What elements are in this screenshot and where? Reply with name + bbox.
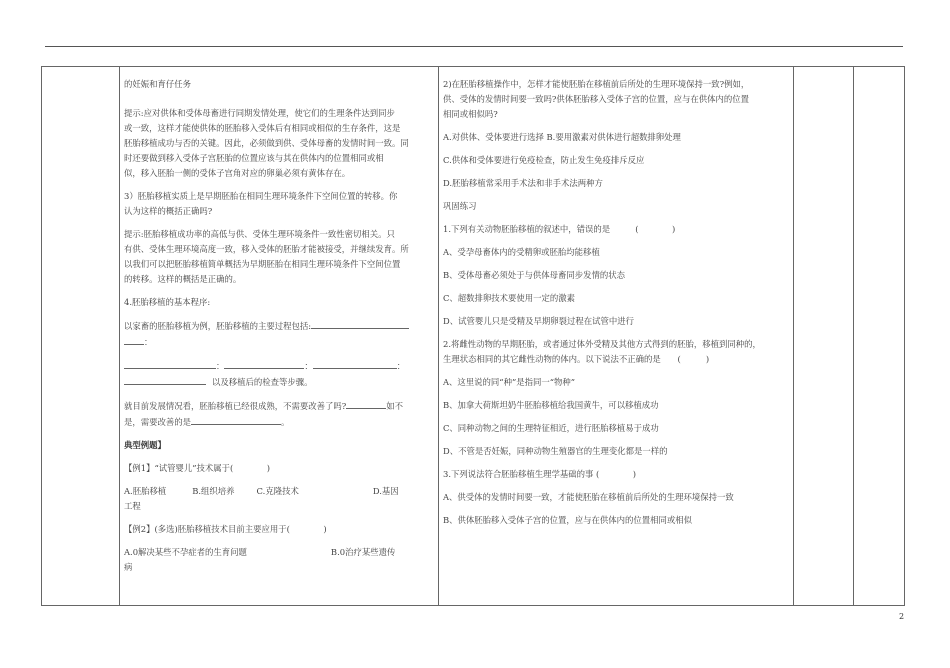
option-line: C、同种动物之间的生理特征相近，进行胚胎移植易于成功 [443, 423, 659, 433]
section-heading: 典型例题】 [124, 440, 166, 450]
option-line: A、这里说的同“种”是指同一“物种” [443, 377, 576, 387]
extra-column [854, 67, 905, 606]
example-1-options: A.胚胎移植 B.组织培养 C.克隆技术 D.基因 [124, 486, 399, 496]
option-line: B、加拿大荷斯坦奶牛胚胎移植给我国黄牛，可以移植成功 [443, 400, 659, 410]
option-line: A.对供体、受体要进行选择 B.要用激素对供体进行超数排卵处理 [443, 132, 681, 142]
hint-line: 提示:应对供体和受体母畜进行同期发情处理，使它们的生理条件达到同步 [124, 108, 395, 118]
option-line: D、不管是否妊娠，同种动物生殖器官的生理变化都是一样的 [443, 446, 668, 456]
procedure-line: ： [124, 334, 432, 350]
answer-blank[interactable] [313, 358, 397, 369]
left-content-cell [120, 67, 439, 606]
answer-blank[interactable] [224, 358, 304, 369]
hint-line: 的转移。这样的概括是正确的。 [124, 274, 242, 284]
exercise-2: 2.将雌性动物的早期胚胎，或者通过体外受精及其他方式得到的胚胎，移植到同种的， [443, 339, 761, 349]
procedure-heading: 4.胚胎移植的基本程序: [124, 297, 211, 307]
example-1: 【例1】“试管婴儿”技术属于( ) [124, 463, 271, 473]
option-line: A、受孕母畜体内的受精卵或胚胎均能移植 [443, 247, 600, 257]
hint-line: 似，移入胚胎一侧的受体子宫角对应的卵巢必须有黄体存在。 [124, 168, 351, 178]
option-line: C.供体和受体要进行免疫检查，防止发生免疫排斥反应 [443, 155, 645, 165]
question-line: 相同或相似吗? [443, 109, 498, 119]
option-line: B、受体母畜必须处于与供体母畜同步发情的状态 [443, 270, 626, 280]
answer-blank[interactable] [191, 414, 281, 425]
answer-blank[interactable] [124, 358, 216, 369]
question-line: 就目前发展情况看，胚胎移植已经很成熟，不需要改善了吗? 如不 [124, 398, 432, 414]
option-line: A、供受体的发情时间要一致，才能使胚胎在移植前后所处的生理环境保持一致 [443, 492, 734, 502]
question-line: 2)在胚胎移植操作中，怎样才能使胚胎在移植前后所处的生理环境保持一致?例如， [443, 79, 750, 89]
hint-line: 胚胎移植成功与否的关键。因此，必须做到供、受体母畜的发情时间一致。同 [124, 138, 409, 148]
option-line: C、超数排卵技术要使用一定的激素 [443, 293, 576, 303]
option-line: B、供体胚胎移入受体子宫的位置，应与在供体内的位置相同或相似 [443, 515, 693, 525]
example-2-option-cont: 病 [124, 562, 133, 572]
notes-column [794, 67, 854, 606]
hint-line: 时还要做到移入受体子宫胚胎的位置应该与其在供体内的位置相同或相 [124, 153, 384, 163]
hint-line: 或一致，这样才能使供体的胚胎移入受体后有相同或相似的生存条件，这是 [124, 123, 401, 133]
page-number: 2 [899, 612, 905, 621]
question-line: 是，需要改善的是 。 [124, 414, 432, 430]
procedure-line: ： ： ： [124, 358, 432, 374]
exercise-1: 1.下列有关动物胚胎移植的叙述中，错误的是 ( ) [443, 224, 676, 234]
section-heading: 巩固练习 [443, 201, 477, 211]
answer-blank[interactable] [124, 334, 144, 345]
procedure-line: 以及移植后的检查等步骤。 [124, 374, 432, 390]
example-2-options: A.0解决某些不孕症者的生育问题 B.0治疗某些遗传 [124, 547, 396, 557]
option-line: D、试管婴儿只是受精及早期卵裂过程在试管中进行 [443, 316, 634, 326]
hint-line: 有供、受体生理环境高度一致，移入受体的胚胎才能被接受，并继续发育。所 [124, 244, 409, 254]
question-line: 供、受体的发情时间要一致吗?供体胚胎移入受体子宫的位置，应与在供体内的位置 [443, 94, 749, 104]
answer-blank[interactable] [124, 374, 206, 385]
left-line-1: 的妊娠和育仔任务 [124, 79, 191, 89]
answer-blank[interactable] [346, 398, 386, 409]
header-rule [45, 46, 903, 47]
question-line: 认为这样的概括正确吗? [124, 206, 213, 216]
exercise-2: 生理状态相同的其它雌性动物的体内。以下说法不正确的是 ( ) [443, 354, 710, 364]
answer-blank[interactable] [311, 318, 409, 329]
example-2: 【例2】(多选)胚胎移植技术目前主要应用于( ) [124, 524, 327, 534]
hint-prefix: 提示: [124, 229, 144, 239]
right-content-cell [439, 67, 794, 606]
procedure-line: 以家畜的胚胎移植为例，胚胎移植的主要过程包括: [124, 318, 432, 334]
hint-line: 以我们可以把胚胎移植简单概括为早期胚胎在相同生理环境条件下空间位置 [124, 259, 401, 269]
hint-text: 胚胎移植成功率的高低与供、受体生理环境条件一致性密切相关。只 [143, 229, 395, 239]
hint-line [124, 227, 432, 242]
question-line: 3）胚胎移植实质上是早期胚胎在相同生理环境条件下空间位置的转移。你 [124, 191, 398, 201]
example-1-option-cont: 工程 [124, 501, 141, 511]
option-line: D.胚胎移植常采用手术法和非手术法两种方 [443, 178, 603, 188]
worksheet-table [41, 66, 905, 606]
margin-column [42, 67, 120, 606]
exercise-3: 3.下列说法符合胚胎移植生理学基础的事 ( ) [443, 469, 637, 479]
